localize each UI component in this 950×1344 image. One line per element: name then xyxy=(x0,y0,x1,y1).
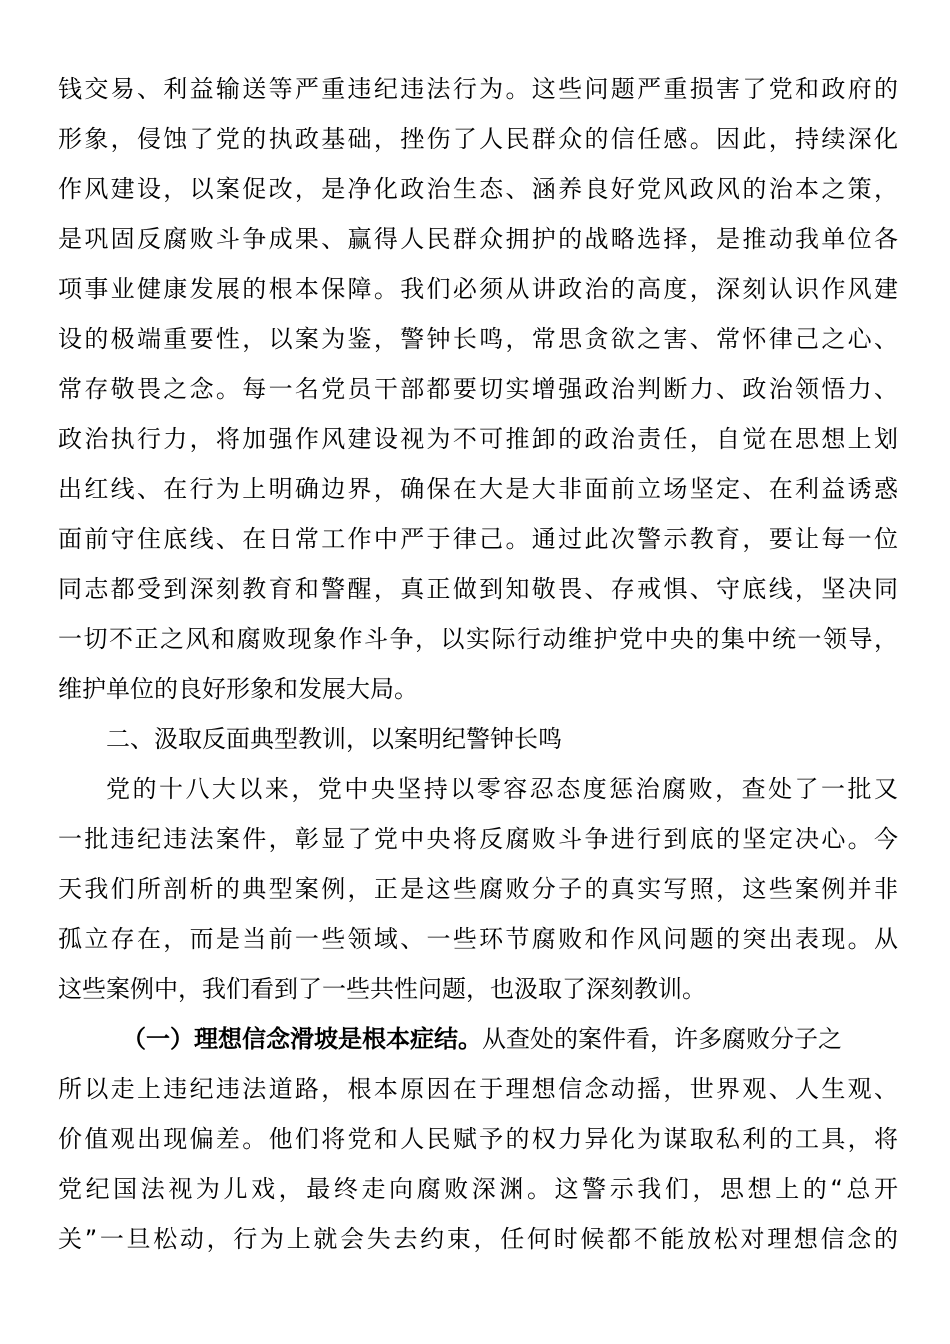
paragraph-line: 面前守住底线、在日常工作中严于律己。通过此次警示教育，要让每一位 xyxy=(58,525,898,553)
paragraph-line: 钱交易、利益输送等严重违纪违法行为。这些问题严重损害了党和政府的 xyxy=(58,75,898,103)
paragraph-line: 所以走上违纪违法道路，根本原因在于理想信念动摇，世界观、人生观、 xyxy=(58,1075,898,1103)
paragraph-line: 常存敬畏之念。每一名党员干部都要切实增强政治判断力、政治领悟力、 xyxy=(58,375,898,403)
paragraph-line: 设的极端重要性，以案为鉴，警钟长鸣，常思贪欲之害、常怀律己之心、 xyxy=(58,325,898,353)
paragraph-line: 党的十八大以来，党中央坚持以零容忍态度惩治腐败，查处了一批又 xyxy=(106,775,898,803)
paragraph-line: 这些案例中，我们看到了一些共性问题，也汲取了深刻教训。 xyxy=(58,975,706,1003)
paragraph-line: 一批违纪违法案件，彰显了党中央将反腐败斗争进行到底的坚定决心。今 xyxy=(58,825,898,853)
subsection-line xyxy=(122,1014,842,1064)
paragraph-line: 项事业健康发展的根本保障。我们必须从讲政治的高度，深刻认识作风建 xyxy=(58,275,898,303)
paragraph-line: 出红线、在行为上明确边界，确保在大是大非面前立场坚定、在利益诱惑 xyxy=(58,475,898,503)
paragraph-line: 党纪国法视为儿戏，最终走向腐败深渊。这警示我们，思想上的“总开 xyxy=(58,1175,898,1203)
paragraph-line: 价值观出现偏差。他们将党和人民赋予的权力异化为谋取私利的工具，将 xyxy=(58,1125,898,1153)
paragraph-line: 同志都受到深刻教育和警醒，真正做到知敬畏、存戒惧、守底线，坚决同 xyxy=(58,575,898,603)
paragraph-line: 一切不正之风和腐败现象作斗争，以实际行动维护党中央的集中统一领导， xyxy=(58,625,898,653)
paragraph-line: 是巩固反腐败斗争成果、赢得人民群众拥护的战略选择，是推动我单位各 xyxy=(58,225,898,253)
paragraph-line: 关”一旦松动，行为上就会失去约束，任何时候都不能放松对理想信念的 xyxy=(58,1225,898,1253)
paragraph-line: 政治执行力，将加强作风建设视为不可推卸的政治责任，自觉在思想上划 xyxy=(58,425,898,453)
paragraph-line: 维护单位的良好形象和发展大局。 xyxy=(58,675,418,703)
section-heading: 二、汲取反面典型教训，以案明纪警钟长鸣 xyxy=(106,725,562,753)
paragraph-line: 天我们所剖析的典型案例，正是这些腐败分子的真实写照，这些案例并非 xyxy=(58,875,898,903)
paragraph-line: 形象，侵蚀了党的执政基础，挫伤了人民群众的信任感。因此，持续深化 xyxy=(58,125,898,153)
subsection-heading: （一）理想信念滑坡是根本症结。 xyxy=(122,1025,482,1053)
paragraph-line: 孤立存在，而是当前一些领域、一些环节腐败和作风问题的突出表现。从 xyxy=(58,925,898,953)
paragraph-line: 作风建设，以案促改，是净化政治生态、涵养良好党风政风的治本之策， xyxy=(58,175,898,203)
subsection-text: 从查处的案件看，许多腐败分子之 xyxy=(482,1025,842,1053)
